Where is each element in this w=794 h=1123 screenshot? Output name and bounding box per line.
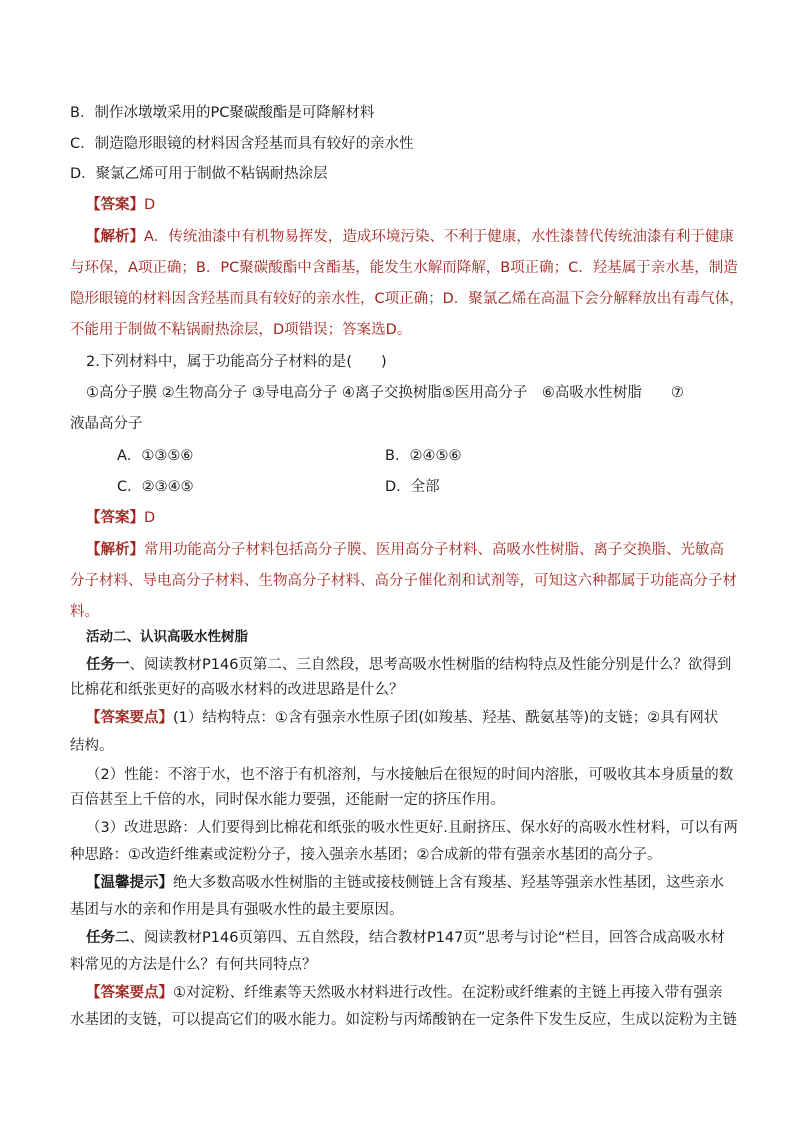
tip-tag: 【温馨提示】 (86, 875, 173, 891)
task1-line-1: 任务一、阅读教材P146页第二、三自然段，思考高吸水性树脂的结构特点及性能分别是什么？欲得到 (86, 657, 732, 673)
tip-line-2: 基团与水的亲和作用是具有强吸水性的最主要原因。 (70, 902, 404, 918)
key3-line-2: 种思路：①改造纤维素或淀粉分子，接入强亲水基团；②合成新的带有强亲水基团的高分子。 (70, 847, 662, 863)
tip-line-1: 【温馨提示】绝大多数高吸水性树脂的主链或接枝侧链上含有羧基、羟基等强亲水性基团，这些亲水 (86, 875, 724, 891)
q2-analysis-line-2: 分子材料、导电高分子材料、生物高分子材料、高分子催化剂和试剂等，可知这六种都属于功能高分子材 (70, 573, 737, 589)
analysis-tag: 【解析】 (86, 542, 144, 558)
answer-tag: 【答案】 (86, 510, 144, 526)
key1-line-2: 结构。 (70, 738, 114, 754)
task2-line-1: 任务二、阅读教材P146页第四、五自然段，结合教材P147页”思考与讨论“栏目，回答合成高吸水材 (86, 930, 725, 946)
q2-analysis-line-1: 【解析】常用功能高分子材料包括高分子膜、医用高分子材料、高吸水性树脂、离子交换脂、光敏高 (86, 542, 724, 558)
q1-analysis-line-3: 隐形眼镜的材料因含羟基而具有较好的亲水性，C项正确；D．聚氯乙烯在高温下会分解释放出有毒气体， (70, 291, 744, 307)
q2-option-b: B．②④⑤⑥ (385, 448, 462, 464)
key3-line-1: （3）改进思路：人们要得到比棉花和纸张的吸水性更好.且耐挤压、保水好的高吸水性材料，可以有两 (86, 820, 738, 836)
q2-analysis-line-3: 料。 (70, 604, 99, 620)
key2-line-1: （2）性能：不溶于水，也不溶于有机溶剂，与水接触后在很短的时间内溶胀，可吸收其本身质量的数 (86, 767, 734, 783)
task1-label: 任务一 (86, 657, 130, 673)
q1-analysis-line-1: 【解析】A．传统油漆中有机物易挥发，造成环境污染、不利于健康，水性漆替代传统油漆有利于健康 (86, 229, 734, 245)
key4-line-2: 水基团的支链，可以提高它们的吸水能力。如淀粉与丙烯酸钠在一定条件下发生反应，生成以淀粉为主链 (70, 1012, 737, 1028)
answer-value: D (144, 510, 156, 526)
task2-label: 任务二 (86, 930, 130, 946)
key-tag: 【答案要点】 (86, 985, 173, 1001)
key-tag: 【答案要点】 (86, 710, 173, 726)
q2-option-a: A．①③⑤⑥ (117, 448, 194, 464)
task2-line-2: 料常见的方法是什么？有何共同特点？ (70, 957, 317, 973)
key4-line-1: 【答案要点】①对淀粉、纤维素等天然吸水材料进行改性。在淀粉或纤维素的主链上再接入带有强亲 (86, 985, 723, 1001)
analysis-tag: 【解析】 (86, 229, 144, 245)
q1-option-b: B．制作冰墩墩采用的PC聚碳酸酯是可降解材料 (70, 105, 375, 121)
q1-answer (86, 195, 746, 215)
activity-heading: 活动二、认识高吸水性树脂 (86, 629, 248, 645)
q1-option-d: D．聚氯乙烯可用于制做不粘锅耐热涂层 (70, 166, 328, 182)
q1-analysis-line-4: 不能用于制做不粘锅耐热涂层，D项错误；答案选D。 (70, 322, 412, 338)
answer-tag: 【答案】 (86, 197, 144, 213)
q2-option-c: C．②③④⑤ (117, 479, 194, 495)
q2-items-line-1: ①高分子膜 ②生物高分子 ③导电高分子 ④离子交换树脂⑤医用高分子 ⑥高吸水性树脂 ⑦ (86, 385, 684, 401)
q2-items-line-2: 液晶高分子 (70, 416, 143, 432)
q2-option-d: D．全部 (385, 479, 440, 495)
answer-value: D (144, 197, 156, 213)
key2-line-2: 百倍甚至上千倍的水，同时保水能力要强，还能耐一定的挤压作用。 (70, 792, 505, 808)
key1-line-1: 【答案要点】(1）结构特点：①含有强亲水性原子团(如羧基、羟基、酰氨基等)的支链；②具有网状 (86, 710, 719, 726)
task1-line-2: 比棉花和纸张更好的高吸水材料的改进思路是什么？ (70, 682, 404, 698)
q2-answer (86, 508, 746, 528)
q1-analysis-line-2: 与环保，A项正确；B．PC聚碳酸酯中含酯基，能发生水解而降解，B项正确；C．羟基属于亲水基，制造 (70, 260, 738, 276)
q1-option-c: C．制造隐形眼镜的材料因含羟基而具有较好的亲水性 (70, 136, 414, 152)
q2-stem: 2.下列材料中，属于功能高分子材料的是( ) (86, 354, 387, 370)
